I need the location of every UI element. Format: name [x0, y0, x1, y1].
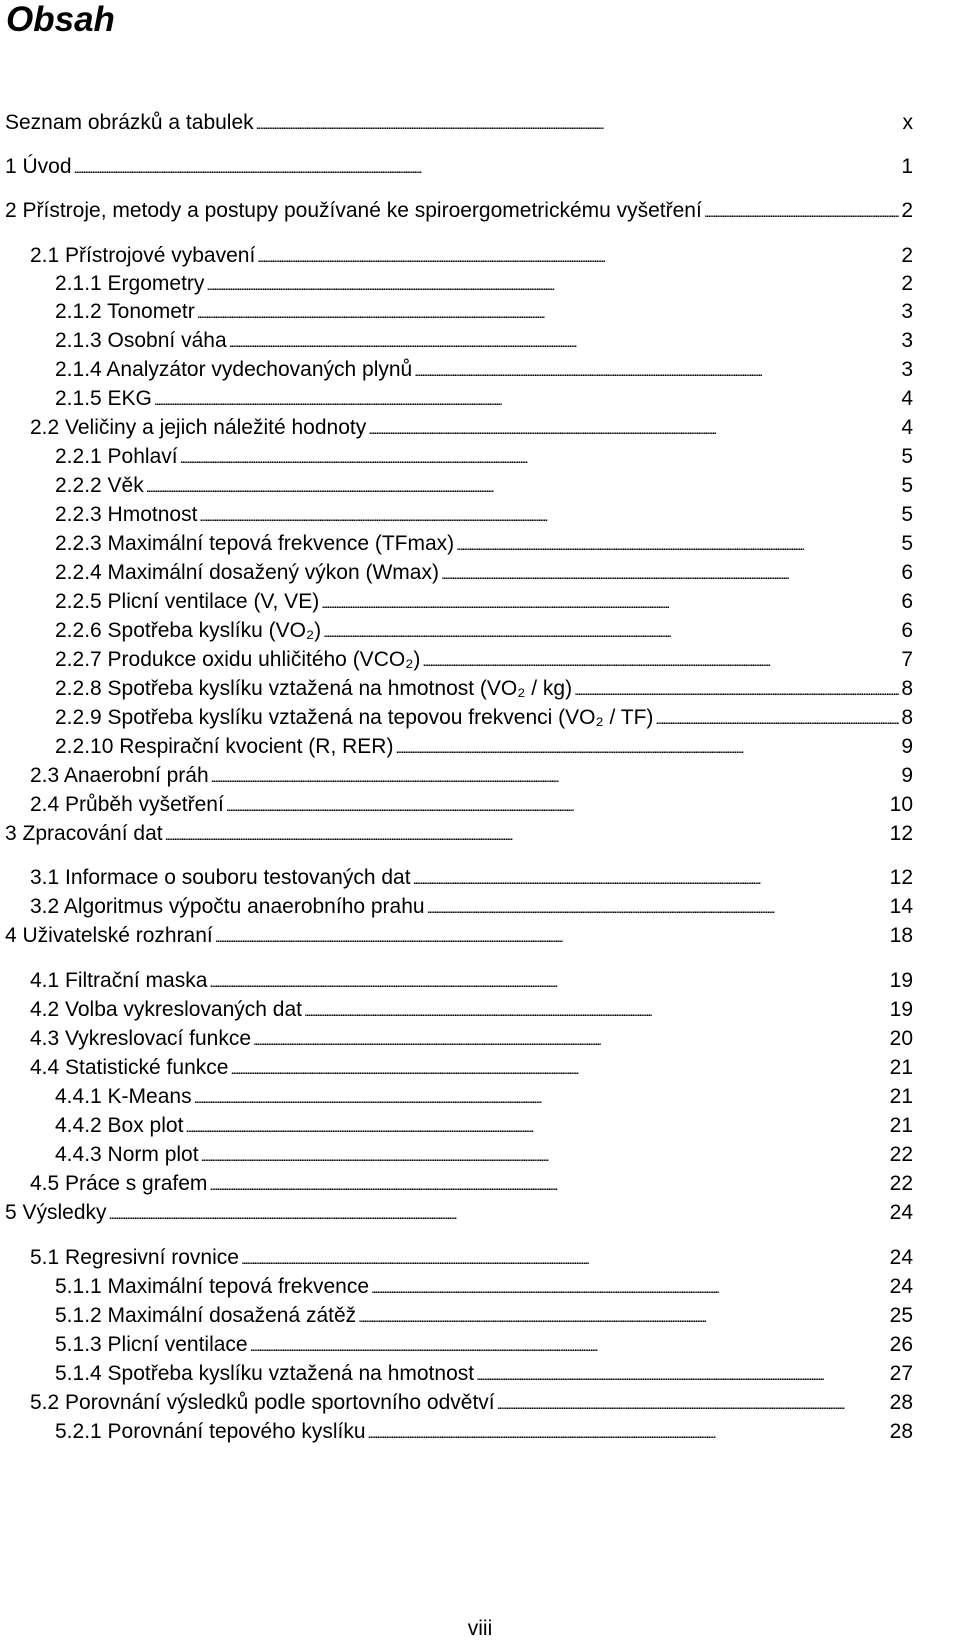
toc-entry-page: 6 [901, 561, 913, 584]
toc-entry-2-2-4[interactable] [55, 558, 913, 588]
toc-entry-page: 24 [889, 1201, 913, 1224]
toc-entry-2-1-1[interactable] [55, 269, 913, 299]
toc-entry-label: 2.2.9 Spotřeba kyslíku vztažená na tepovou frekvenci (VO₂ / TF) [55, 706, 654, 729]
toc-entry-page: 8 [901, 706, 913, 729]
dot-leader [209, 967, 887, 997]
toc-entry-label: 2.2.10 Respirační kvocient (R, RER) [55, 735, 394, 758]
toc-entry-label: 2.2.6 Spotřeba kyslíku (VO₂) [55, 619, 322, 642]
dot-leader [253, 1025, 888, 1055]
toc-entry-label: 5 Výsledky [5, 1201, 107, 1224]
toc-entry-4[interactable] [5, 921, 913, 951]
dot-leader [414, 356, 899, 386]
dot-leader [226, 791, 888, 821]
toc-entry-page: 5 [901, 474, 913, 497]
dot-leader [704, 197, 899, 227]
toc-entry-4-3[interactable] [30, 1024, 913, 1054]
dot-leader [180, 443, 900, 473]
toc-entry-page: 3 [901, 300, 913, 323]
dot-leader [422, 646, 899, 676]
toc-entry-page: 25 [889, 1304, 913, 1327]
dot-leader [197, 298, 900, 328]
dot-leader [194, 1083, 888, 1113]
toc-entry-1[interactable] [5, 152, 913, 182]
toc-entry-label: 2.2.3 Maximální tepová frekvence (TFmax) [55, 532, 455, 555]
toc-entry-label: 4.1 Filtrační maska [30, 969, 208, 992]
toc-entry-label: 2.1 Přístrojové vybavení [30, 244, 256, 267]
dot-leader [323, 617, 899, 647]
toc-entry-page: 6 [901, 590, 913, 613]
toc-entry-2-4[interactable] [30, 790, 913, 820]
dot-leader [368, 414, 899, 444]
toc-entry-4-2[interactable] [30, 995, 913, 1025]
toc-entry-label: 4.5 Práce s grafem [30, 1172, 208, 1195]
toc-entry-page: 3 [901, 329, 913, 352]
toc-entry-label: 3 Zpracování dat [5, 822, 163, 845]
dot-leader [109, 1199, 888, 1229]
dot-leader [257, 242, 899, 272]
toc-entry-2-2-2[interactable] [55, 471, 913, 501]
toc-entry-2-1[interactable] [30, 241, 913, 271]
dot-leader [74, 153, 900, 183]
toc-entry-label: 1 Úvod [5, 155, 72, 178]
toc-entry-page: 5 [901, 445, 913, 468]
dot-leader [358, 1302, 887, 1332]
toc-entry-page: 2 [901, 272, 913, 295]
toc-entry-page: x [902, 111, 913, 134]
toc-entry-label: 4.4 Statistické funkce [30, 1056, 229, 1079]
toc-entry-list-of-figures[interactable] [5, 108, 913, 138]
dot-leader [371, 1273, 888, 1303]
dot-leader [215, 922, 888, 952]
toc-entry-label: 4.3 Vykreslovací funkce [30, 1027, 251, 1050]
toc-entry-label: 2.2.4 Maximální dosažený výkon (Wmax) [55, 561, 439, 584]
toc-entry-label: Seznam obrázků a tabulek [5, 111, 254, 134]
dot-leader [368, 1418, 888, 1448]
toc-entry-page: 19 [889, 969, 913, 992]
toc-entry-2-1-5[interactable] [55, 384, 913, 414]
toc-entry-4-4[interactable] [30, 1053, 913, 1083]
toc-entry-label: 5.1.4 Spotřeba kyslíku vztažená na hmotnost [55, 1362, 475, 1385]
dot-leader [199, 501, 899, 531]
dot-leader [229, 327, 900, 357]
toc-entry-2-2-3a[interactable] [55, 500, 913, 530]
toc-entry-2-2-10[interactable] [55, 732, 913, 762]
toc-entry-label: 5.1.3 Plicní ventilace [55, 1333, 248, 1356]
toc-entry-page: 2 [901, 244, 913, 267]
dot-leader [154, 385, 899, 415]
toc-entry-5-1-3[interactable] [55, 1330, 913, 1360]
dot-leader [206, 270, 899, 300]
toc-entry-page: 9 [901, 735, 913, 758]
toc-entry-5-1-2[interactable] [55, 1301, 913, 1331]
dot-leader [250, 1331, 888, 1361]
toc-entry-label: 4.4.1 K-Means [55, 1085, 192, 1108]
toc-entry-2-2-1[interactable] [55, 442, 913, 472]
toc-entry-page: 21 [889, 1114, 913, 1137]
toc-entry-2-3[interactable] [30, 761, 913, 791]
toc-entry-4-4-3[interactable] [55, 1140, 913, 1170]
dot-leader [321, 588, 899, 618]
toc-entry-label: 4.2 Volba vykreslovaných dat [30, 998, 302, 1021]
toc-entry-page: 24 [889, 1275, 913, 1298]
toc-entry-label: 2.2.7 Produkce oxidu uhličitého (VCO₂) [55, 648, 421, 671]
toc-entry-page: 3 [901, 358, 913, 381]
toc-entry-page: 4 [901, 387, 913, 410]
dot-leader [395, 733, 899, 763]
toc-entry-page: 6 [901, 619, 913, 642]
toc-entry-page: 8 [901, 677, 913, 700]
dot-leader [476, 1360, 888, 1390]
toc-entry-label: 2.1.4 Analyzátor vydechovaných plynů [55, 358, 413, 381]
dot-leader [304, 996, 888, 1026]
toc-entry-label: 2.1.2 Tonometr [55, 300, 195, 323]
toc-entry-page: 24 [889, 1246, 913, 1269]
toc-entry-page: 22 [889, 1172, 913, 1195]
dot-leader [256, 109, 901, 139]
toc-entry-label: 4.4.2 Box plot [55, 1114, 184, 1137]
toc-entry-label: 2.2 Veličiny a jejich náležité hodnoty [30, 416, 367, 439]
toc-entry-page: 18 [889, 924, 913, 947]
dot-leader [456, 530, 899, 560]
toc-entry-label: 2.2.5 Plicní ventilace (V, VE) [55, 590, 320, 613]
toc-entry-label: 5.1 Regresivní rovnice [30, 1246, 239, 1269]
toc-entry-page: 12 [889, 822, 913, 845]
dot-leader [201, 1141, 888, 1171]
toc-entry-page: 14 [889, 895, 913, 918]
toc-entry-page: 21 [889, 1056, 913, 1079]
toc-entry-2-2-9[interactable] [55, 703, 913, 733]
toc-entry-page: 22 [889, 1143, 913, 1166]
toc-entry-page: 10 [889, 793, 913, 816]
toc-entry-page: 19 [889, 998, 913, 1021]
toc-entry-page: 2 [901, 199, 913, 222]
toc-entry-5-2[interactable] [30, 1388, 913, 1418]
toc-entry-label: 3.2 Algoritmus výpočtu anaerobního prahu [30, 895, 425, 918]
toc-entry-label: 2.3 Anaerobní práh [30, 764, 209, 787]
toc-entry-5-2-1[interactable] [55, 1417, 913, 1447]
toc-entry-label: 2.2.3 Hmotnost [55, 503, 198, 526]
dot-leader [497, 1389, 888, 1419]
toc-entry-label: 2.2.2 Věk [55, 474, 144, 497]
toc-entry-5-1-1[interactable] [55, 1272, 913, 1302]
toc-entry-2-1-3[interactable] [55, 326, 913, 356]
toc-entry-label: 4 Uživatelské rozhraní [5, 924, 213, 947]
toc-entry-5-1-4[interactable] [55, 1359, 913, 1389]
toc-entry-5-1[interactable] [30, 1243, 913, 1273]
toc-entry-label: 3.1 Informace o souboru testovaných dat [30, 866, 411, 889]
dot-leader [441, 559, 899, 589]
toc-entry-4-4-1[interactable] [55, 1082, 913, 1112]
toc-entry-2-2-7[interactable] [55, 645, 913, 675]
dot-leader [209, 1170, 887, 1200]
toc-entry-4-5[interactable] [30, 1169, 913, 1199]
toc-entry-2-2[interactable] [30, 413, 913, 443]
toc-entry-page: 5 [901, 503, 913, 526]
toc-entry-2-1-2[interactable] [55, 297, 913, 327]
dot-leader [211, 762, 900, 792]
toc-entry-label: 4.4.3 Norm plot [55, 1143, 199, 1166]
toc-entry-page: 4 [901, 416, 913, 439]
toc-entry-page: 26 [889, 1333, 913, 1356]
toc-entry-5[interactable] [5, 1198, 913, 1228]
page-number-footer: viii [467, 1617, 493, 1640]
dot-leader [427, 893, 888, 923]
toc-entry-label: 5.2.1 Porovnání tepového kyslíku [55, 1420, 366, 1443]
toc-entry-label: 2.2.8 Spotřeba kyslíku vztažená na hmotnost (VO₂ / kg) [55, 677, 573, 700]
toc-entry-label: 5.1.1 Maximální tepová frekvence [55, 1275, 369, 1298]
toc-entry-2-2-6[interactable] [55, 616, 913, 646]
toc-entry-3-1[interactable] [30, 863, 913, 893]
toc-entry-label: 5.1.2 Maximální dosažená zátěž [55, 1304, 357, 1327]
toc-entry-4-1[interactable] [30, 966, 913, 996]
toc-entry-3-2[interactable] [30, 892, 913, 922]
toc-entry-label: 2.1.1 Ergometry [55, 272, 205, 295]
toc-entry-label: 2.1.5 EKG [55, 387, 152, 410]
toc-entry-page: 20 [889, 1027, 913, 1050]
dot-leader [574, 675, 899, 705]
dot-leader [413, 864, 888, 894]
toc-entry-page: 9 [901, 764, 913, 787]
toc-entry-page: 7 [901, 648, 913, 671]
toc-entry-label: 2 Přístroje, metody a postupy používané ke spiroergometrickému vyšetření [5, 199, 702, 222]
page-title: Obsah [6, 0, 115, 39]
toc-entry-4-4-2[interactable] [55, 1111, 913, 1141]
dot-leader [655, 704, 899, 734]
dot-leader [146, 472, 900, 502]
toc-entry-2-2-8[interactable] [55, 674, 913, 704]
toc-entry-label: 5.2 Porovnání výsledků podle sportovního odvětví [30, 1391, 495, 1414]
toc-entry-2[interactable] [5, 196, 913, 226]
toc-entry-3[interactable] [5, 819, 913, 849]
toc-entry-page: 1 [901, 155, 913, 178]
toc-entry-label: 2.1.3 Osobní váha [55, 329, 227, 352]
toc-entry-page: 27 [889, 1362, 913, 1385]
dot-leader [230, 1054, 887, 1084]
toc-entry-page: 5 [901, 532, 913, 555]
toc-entry-label: 2.4 Průběh vyšetření [30, 793, 224, 816]
dot-leader [241, 1244, 888, 1274]
toc-entry-page: 28 [889, 1420, 913, 1443]
toc-entry-page: 21 [889, 1085, 913, 1108]
toc-entry-2-1-4[interactable] [55, 355, 913, 385]
toc-entry-page: 12 [889, 866, 913, 889]
toc-entry-2-2-3b[interactable] [55, 529, 913, 559]
toc-entry-label: 2.2.1 Pohlaví [55, 445, 178, 468]
toc-entry-2-2-5[interactable] [55, 587, 913, 617]
dot-leader [185, 1112, 887, 1142]
toc-entry-page: 28 [889, 1391, 913, 1414]
dot-leader [165, 820, 888, 850]
